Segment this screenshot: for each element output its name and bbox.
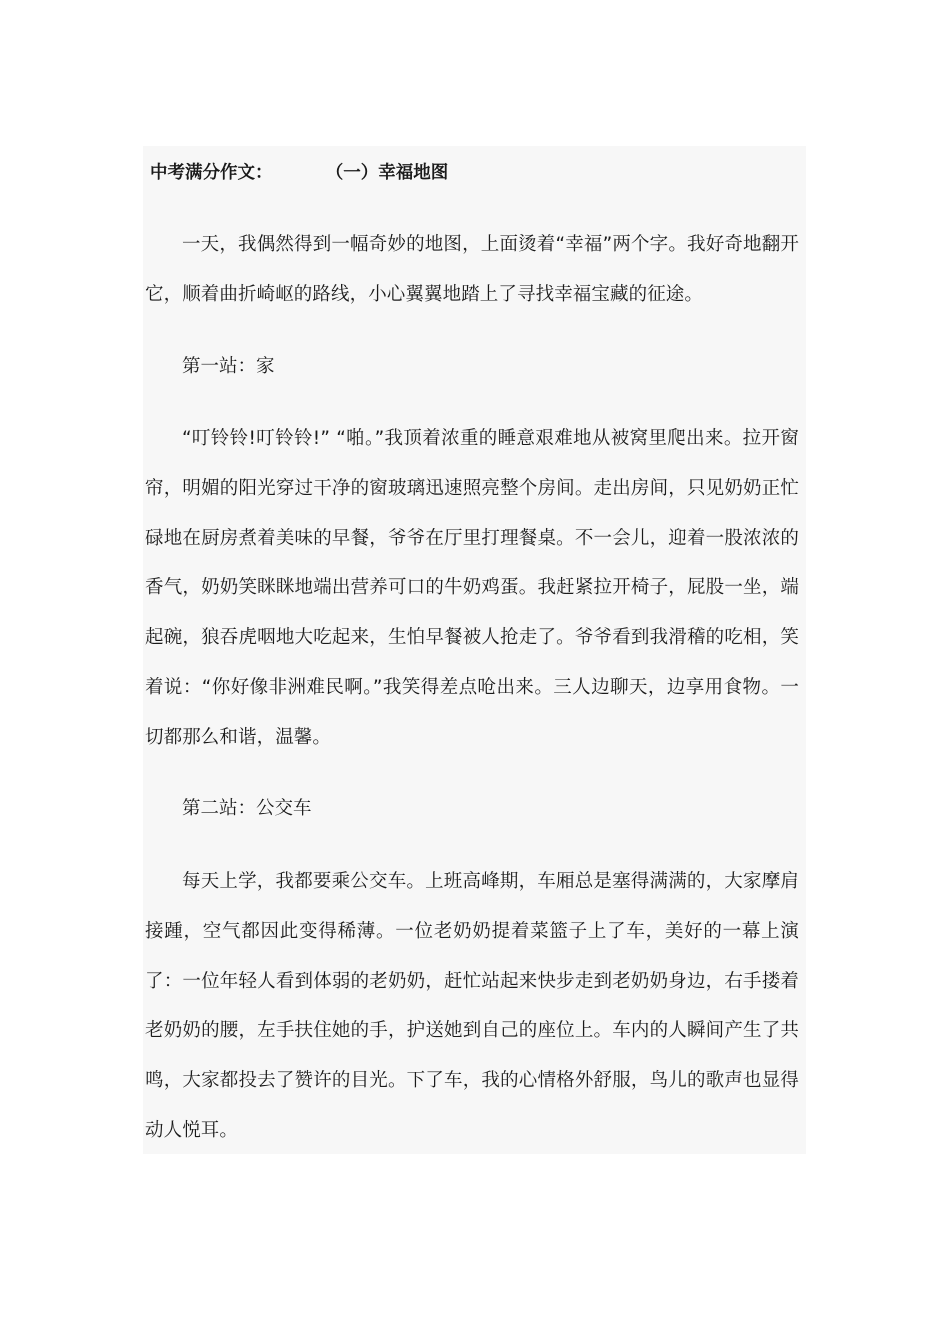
station-2-paragraph: 每天上学，我都要乘公交车。上班高峰期，车厢总是塞得满满的，大家摩肩接踵，空气都因此变得稀薄。一位老奶奶提着菜篮子上了车，美好的一幕上演了：一位年轻人看到体弱的老奶奶，赶忙站起来快步走到老奶奶身边，右手搂着老奶奶的腰，左手扶住她的手，护送她到自己的座位上。车内的人瞬间产生了共鸣，大家都投去了赞许的目光。下了车，我的心情格外舒服，鸟儿的歌声也显得动人悦耳。 <box>145 871 799 1141</box>
station-1-paragraph: “叮铃铃!叮铃铃!” “啪。”我顶着浓重的睡意艰难地从被窝里爬出来。拉开窗帘，明媚的阳光穿过干净的窗玻璃迅速照亮整个房间。走出房间，只见奶奶正忙碌地在厨房煮着美味的早餐，爷爷在厅里打理餐桌。不一会儿，迎着一股浓浓的香气，奶奶笑眯眯地端出营养可口的牛奶鸡蛋。我赶紧拉开椅子，屁股一坐，端起碗，狼吞虎咽地大吃起来，生怕早餐被人抢走了。爷爷看到我滑稽的吃相，笑着说：“你好像非洲难民啊。”我笑得差点呛出来。三人边聊天，边享用食物。一切都那么和谐，温馨。 <box>145 428 799 748</box>
essay-title: （一）幸福地图 <box>334 163 449 183</box>
station-1-heading: 第一站：家 <box>182 356 275 377</box>
title-label: 中考满分作文： <box>150 163 273 183</box>
intro-paragraph: 一天，我偶然得到一幅奇妙的地图，上面烫着“幸福”两个字。我好奇地翻开它，顺着曲折崎岖的路线，小心翼翼地踏上了寻找幸福宝藏的征途。 <box>145 234 799 305</box>
essay-block <box>143 146 806 1154</box>
station-2-heading: 第二站：公交车 <box>182 798 312 819</box>
essay-title-line <box>150 160 448 186</box>
